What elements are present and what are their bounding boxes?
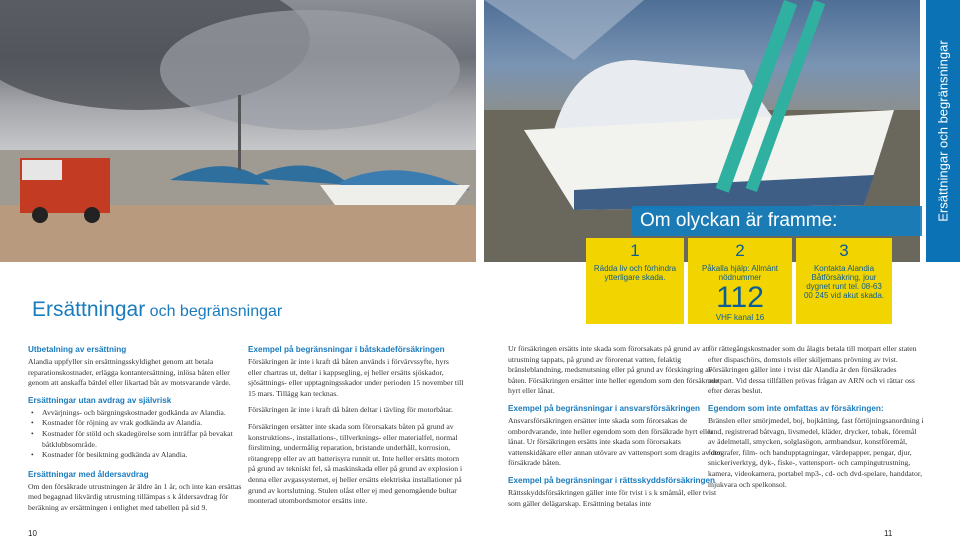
page-title — [30, 297, 288, 322]
paragraph: Alandia uppfyller sin ersättningsskyldighet genom att betala reparationskostnader, erlägga kontantersättning, inlösa båten eller genom att anskaffa bätdel eller likartad båt av motsvarande värde. — [28, 357, 231, 388]
paragraph: Försäkringen är inte i kraft då båten används i förvärvssyfte, hyrs eller chartras ut, deltar i kappsegling, ej heller ersätts sjöskador, sjösättnings- eller upptagningsskador under perioden 15 november till 15 mars. Tillägg kan tecknas. — [248, 357, 464, 398]
fire-scene-illustration — [0, 0, 476, 262]
column-3 — [508, 344, 724, 515]
heading-legal-protection-limits: Exempel på begränsningar i rättsskyddsförsäkringen — [508, 475, 716, 485]
heading-payout: Utbetalning av ersättning — [28, 345, 127, 354]
fire-harbor-photo — [0, 0, 476, 262]
column-2 — [248, 344, 464, 513]
list-item: • Avvärjnings- och bärgningskostnader godkända av Alandia. — [28, 408, 244, 419]
sidebar-label: Ersättningar och begränsningar — [935, 40, 951, 222]
heading-excluded-property: Egendom som inte omfattas av försäkringen: — [708, 403, 884, 413]
step-number: 2 — [735, 241, 745, 260]
step-number: 1 — [630, 241, 640, 260]
paragraph: Ansvarsförsäkringen ersätter inte skada som förorsakas de ombordvarande, inte heller egendom som den försäkrade hyrt eller lånat. Ur försäkringen ersätts inte skada som förorsakats vattenskidåkare eller annan utövare av vattensport som dragits av den försäkrade båten. — [508, 415, 723, 468]
emergency-number: 112 — [716, 281, 764, 314]
paragraph: Bränslen eller smörjmedel, boj, bojkätting, fast förtöjningsanordning i land, registrerad båtvagn, livsmedel, kläder, drycker, tobak, föremål av ädelmetall, smycken, solglasögon, armbandsur, konstföremål, fotografer, film- och bandupptagningar, värdepapper, pengar, djur, snickeriverktyg, dyk-, fiske-, vattensport- och campingutrustning, kamera, videokamera, portabel mp3-, cd- och dvd-spelare, handdator, mjukvara och spelkonsol. — [708, 415, 924, 489]
heading-no-deductible: Ersättningar utan avdrag av självrisk — [28, 395, 172, 405]
step-1-box — [586, 238, 684, 324]
step-number: 3 — [839, 241, 849, 260]
emergency-banner-text: Om olyckan är framme: — [640, 210, 838, 231]
paragraph: Ur försäkringen ersätts inte skada som förorsakats på grund av att utrustning tappats, på grund av förorenat vatten, felaktig bränsleblandning, medsmutsning eller på grund av förskingring av båten. Försäkringen ersätter inte heller egendom som den försäkrade hyrt eller lånat. — [508, 344, 719, 396]
vhf-channel: VHF kanal 16 — [715, 313, 765, 322]
page-title-rest: och begränsningar — [145, 303, 283, 320]
paragraph: Om den försäkrade utrustningen är äldre än 1 år, och inte kan ersättas med begagnad likvärdig utrustning tillämpas s k åldersavdrag för beräkning av ersättningen i enlighet med tabellen på sid 9. — [28, 481, 242, 512]
column-1 — [28, 344, 244, 520]
column-4 — [708, 344, 924, 496]
heading-age-deduction: Ersättningar med åldersavdrag — [28, 469, 149, 479]
list-item: • Kostnader för röjning av vrak godkända av Alandia. — [28, 418, 244, 429]
heading-liability-limits: Exempel på begränsningar i ansvarsförsäkringen — [508, 403, 701, 413]
paragraph: Rättsskyddsförsäkringen gäller inte för tvist i s k småmål, eller tvist som gäller delägarskap. Ersättning betalas inte — [508, 487, 717, 508]
step-text: Kontakta Alandia Båtförsäkring, jour dygnet runt tel. 08-63 00 245 vid akut skada. — [803, 264, 885, 300]
step-3-box — [796, 238, 892, 324]
page-number-right: 11 — [884, 529, 893, 538]
step-text: Rädda liv och förhindra ytterligare skada. — [593, 264, 677, 282]
heading-boat-damage-limits: Exempel på begränsningar i båtskadeförsäkringen — [248, 345, 445, 354]
list-item: • Kostnader för stöld och skadegörelse som inträffar på bevakat båtklubbsområde. — [28, 429, 244, 450]
page-number-left: 10 — [28, 529, 37, 538]
step-2-box — [688, 238, 792, 324]
paragraph: Försäkringen är inte i kraft då båten deltar i tävling för motorbåtar. — [248, 405, 453, 415]
paragraph: Försäkringen ersätter inte skada som förorsakats båten på grund av konstruktions-, installations-, tillverknings- eller materialfel, normal förslitning, undermålig reparation, bristande underhåll, korrosion, rötangrepp eller av att batterisyra runnit ut. Inte heller ersätts motorn på grund av tekniskt fel, så maskinskada eller på grund av explosion i denna eller avgassystemet, ej heller ersätts elektriska installationer på grund av kortslutning. Stulen olåst eller ej med genomgående bultar monterad utombordsmotor ersätts inte. — [248, 421, 463, 506]
step-text: Påkalla hjälp: Allmänt nödnummer — [701, 264, 779, 282]
list-item: • Kostnader för besiktning godkända av Alandia. — [28, 450, 244, 461]
section-sidebar — [926, 0, 960, 262]
paragraph: för rättegångskostnader som du ålagts betala till motpart eller staten efter dispaschörs, domstols eller skiljemans prövning av tvist. Försäkringen gäller inte i tvist där Alandia är den försäkrades motpart. Vid dessa tillfällen prövas frågan av ARN och vi rättar oss efter deras beslut. — [708, 344, 917, 396]
page-title-main: Ersättningar — [32, 298, 146, 321]
no-deductible-list — [28, 408, 244, 461]
